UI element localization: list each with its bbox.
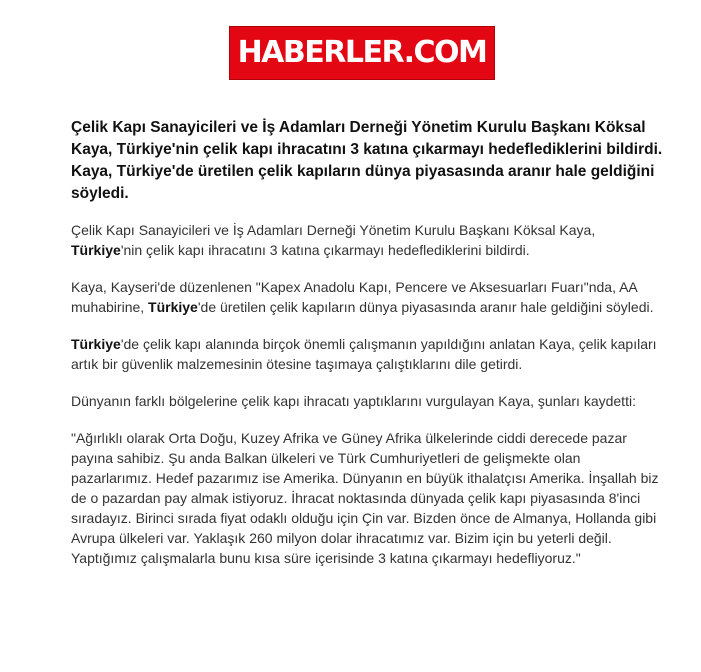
paragraph-text: Kaya, Kayseri'de düzenlenen "Kapex Anadolu Kapı, Pencere ve Aksesuarları Fuarı"nda, AA muhabirine, [71,279,637,315]
paragraph-text: 'nin çelik kapı ihracatını 3 katına çıkarmayı hedeflediklerini bildirdi. [120,242,530,258]
site-logo[interactable] [229,26,495,80]
article-paragraph-4: Dünyanın farklı bölgelerine çelik kapı ihracatı yaptıklarını vurgulayan Kaya, şunları kaydetti: [71,393,636,409]
keyword-link[interactable]: Türkiye [71,336,121,352]
article-paragraph-3 [71,334,663,374]
site-logo-text: HABERLER.COM [237,35,487,70]
paragraph-text: Çelik Kapı Sanayicileri ve İş Adamları Derneği Yönetim Kurulu Başkanı Köksal Kaya, [71,222,596,238]
article-quote: "Ağırlıklı olarak Orta Doğu, Kuzey Afrika ve Güney Afrika ülkelerinde ciddi derecede pazar payına sahibiz. Şu anda Balkan ülkeleri ve Türk Cumhuriyetleri de gelişmekte olan pazarlarımız. Hedef pazarımız ise Amerika. Dünyanın en büyük ithalatçısı Amerika. İnşallah biz de o pazardan pay almak istiyoruz. İhracat noktasında dünyada çelik kapı piyasasında 8'inci sıradayız. Birinci sırada fiyat odaklı olduğu için Çin var. Bizden önce de Almanya, Hollanda gibi Avrupa ülkeleri var. Yaklaşık 260 milyon dolar ihracatımız var. Bizim için bu yeterli değil. Yaptığımız çalışmalarla bunu kısa süre içerisinde 3 katına çıkarmayı hedefliyoruz." [71,430,659,566]
paragraph-text: 'de üretilen çelik kapıların dünya piyasasında aranır hale geldiğini söyledi. [197,299,654,315]
article-paragraph-2 [71,277,663,317]
article-body [71,117,663,585]
article-paragraph-1 [71,220,663,260]
paragraph-text: 'de çelik kapı alanında birçok önemli çalışmanın yapıldığını anlatan Kaya, çelik kapıları artık bir güvenlik malzemesinin ötesine taşımaya çalıştıklarını dile getirdi. [71,336,657,372]
keyword-link[interactable]: Türkiye [71,242,121,258]
article-lead: Çelik Kapı Sanayicileri ve İş Adamları Derneği Yönetim Kurulu Başkanı Köksal Kaya, Türkiye'nin çelik kapı ihracatını 3 katına çıkarmayı hedeflediklerini bildirdi. Kaya, Türkiye'de üretilen çelik kapıların dünya piyasasında aranır hale geldiğini söyledi. [71,119,663,202]
keyword-link[interactable]: Türkiye [148,299,198,315]
